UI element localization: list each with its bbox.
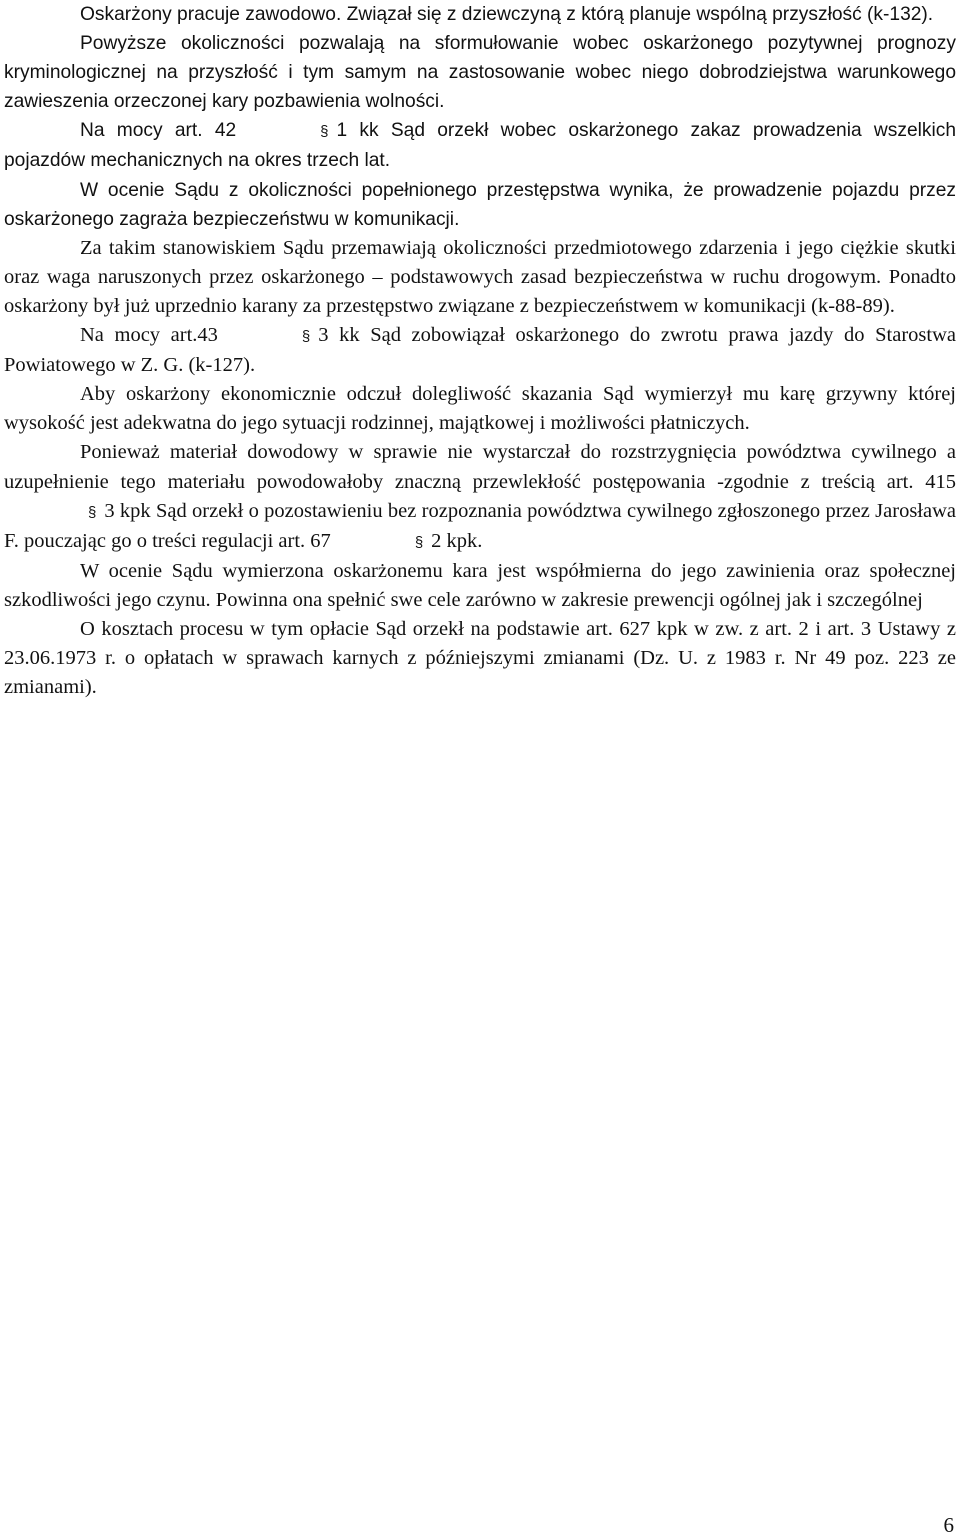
paragraph-8-middle: 3 kpk Sąd orzekł o pozostawieniu bez rozpoznania powództwa cywilnego zgłoszonego przez Jarosława F. pouczając go o treści regulacji art. 67: [4, 499, 956, 552]
paragraph-6-before: Na mocy art.43: [80, 324, 218, 347]
paragraph-3-before: Na mocy art. 42: [80, 120, 237, 142]
section-sign: §: [88, 503, 97, 521]
page-number: 6: [943, 1513, 954, 1537]
paragraph-8-before: Ponieważ materiał dowodowy w sprawie nie wystarczał do rozstrzygnięcia powództwa cywilnego a uzupełnienie tego materiału powodowałoby znaczną przewlekłość postępowania -zgodnie z treścią art. 415: [4, 441, 956, 493]
paragraph-2: Powyższe okoliczności pozwalają na sformułowanie wobec oskarżonego pozytywnej prognozy kryminologicznej na przyszłość i tym samym na zastosowanie wobec niego dobrodziejstwa warunkowego zawieszenia orzeczonej kary pozbawienia wolności.: [4, 33, 956, 113]
paragraph-6: [4, 321, 956, 380]
document-body: [4, 0, 956, 702]
paragraph-5: Za takim stanowiskiem Sądu przemawiają okoliczności przedmiotowego zdarzenia i jego ciężkie skutki oraz waga naruszonych przez oskarżonego – podstawowych zasad bezpieczeństwa w ruchu drogowym. Ponadto oskarżony był już uprzednio karany za przestępstwo związane z bezpieczeństwem w komunikacji (k-88-89).: [4, 236, 956, 317]
paragraph-8-after: 2 kpk.: [431, 529, 483, 552]
paragraph-10: O kosztach procesu w tym opłacie Sąd orzekł na podstawie art. 627 kpk w zw. z art. 2 i art. 3 Ustawy z 23.06.1973 r. o opłatach w sprawach karnych z późniejszymi zmianami (Dz. U. z 1983 r. Nr 49 poz. 223 ze zmianami).: [4, 617, 956, 699]
section-sign: §: [414, 533, 424, 551]
paragraph-9: W ocenie Sądu wymierzona oskarżonemu kara jest współmierna do jego zawinienia oraz społecznej szkodliwości jego czynu. Powinna ona spełnić swe cele zarówno w zakresie prewencji ogólnej jak i szczególnej: [4, 559, 956, 611]
paragraph-3: [4, 116, 956, 175]
paragraph-6-after: 3 kk Sąd zobowiązał oskarżonego do zwrotu prawa jazdy do Starostwa Powiatowego w Z. G. (k-127).: [4, 324, 956, 377]
section-sign: §: [320, 123, 329, 141]
paragraph-7: Aby oskarżony ekonomicznie odczuł dolegliwość skazania Sąd wymierzył mu karę grzywny której wysokość jest adekwatna do jego sytuacji rodzinnej, majątkowej i możliwości płatniczych.: [4, 383, 956, 435]
section-sign: §: [301, 328, 311, 346]
paragraph-4: W ocenie Sądu z okoliczności popełnionego przestępstwa wynika, że prowadzenie pojazdu przez oskarżonego zagraża bezpieczeństwu w komunikacji.: [4, 179, 956, 230]
paragraph-1: Oskarżony pracuje zawodowo. Związał się z dziewczyną z którą planuje wspólną przyszłość (k-132).: [80, 4, 934, 25]
paragraph-3-after: 1 kk Sąd orzekł wobec oskarżonego zakaz prowadzenia wszelkich pojazdów mechanicznych na okres trzech lat.: [4, 120, 956, 172]
paragraph-8: [4, 438, 956, 556]
